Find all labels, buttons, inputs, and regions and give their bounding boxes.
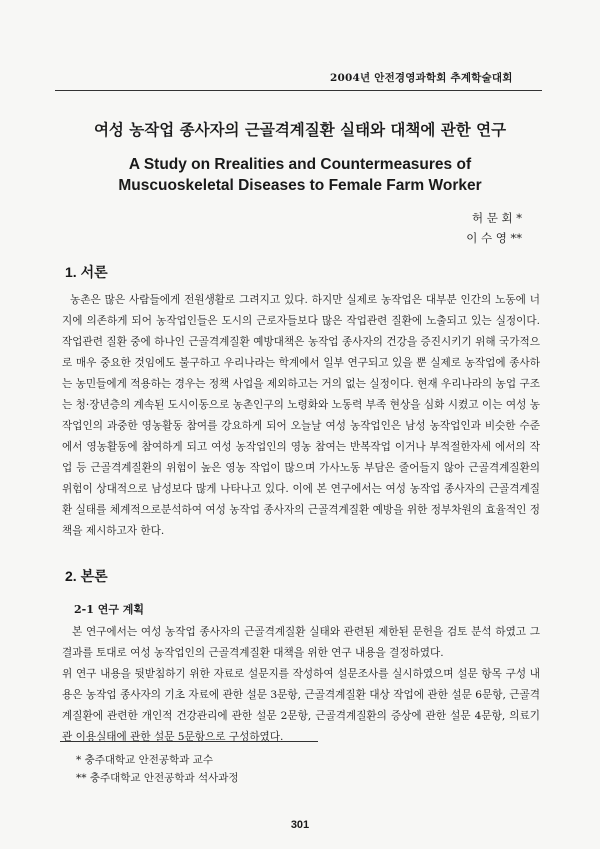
english-title xyxy=(0,154,600,196)
korean-title: 여성 농작업 종사자의 근골격계질환 실태와 대책에 관한 연구 xyxy=(93,120,507,139)
research-plan-subheading: 2-1 연구 계획 xyxy=(74,603,145,616)
intro-paragraph: 농촌은 많은 사람들에게 전원생활로 그려지고 있다. 하지만 실제로 농작업은 대부분 인간의 노동에 너지에 의존하게 되어 농작업인들은 도시의 근로자들보다 많은 작업관련 질환에 노출되고 있는 실정이다. 작업관련 질환 중에 하나인 근골격계질환 예방대책은 농작업 종사자의 건강을 증진시키기 위해 국가적으로 매우 중요한 것임에도 불구하고 우리나라는 학계에서 일부 연구되고 있을 뿐 실제로 농작업에 종사하는 농민들에게 적용하는 경우는 정책 사업을 제외하고는 거의 없는 실정이다. 현재 우리나라의 농업 구조는 청·장년층의 계속된 도시이동으로 농촌인구의 노령화와 노동력 부족 현상을 심화 시켰고 이는 여성 농작업인의 과중한 영농활동 참여를 강요하게 되어 오늘날 여성 농작업인은 남성 농작업인과 비슷한 수준에서 영농활동에 참여하게 되고 여성 농작업인의 영농 참여는 반복작업 이거나 부적절한자세 에서의 작업 등 근골격계질환의 위험이 높은 영농 작업이 많으며 가사노동 부담은 줄어들지 않아 근골격계질환의 위험이 상대적으로 남성보다 많게 나타나고 있다. 이에 본 연구에서는 여성 농작업 종사자의 근골격계질환 실태를 체계적으로분석하여 여성 농작업 종사자의 근골격계질환 예방을 위한 정부차원의 효율적인 정책을 제시하고자 한다. xyxy=(62,294,540,537)
header-rule xyxy=(55,90,542,91)
author-1: 허 문 회 * xyxy=(471,211,522,225)
author-2: 이 수 영 ** xyxy=(466,231,522,245)
main-heading: 2. 본론 xyxy=(65,568,108,584)
footnote-2: ** 충주대학교 안전공학과 석사과정 xyxy=(76,772,239,784)
footnote-1: * 충주대학교 안전공학과 교수 xyxy=(76,754,213,766)
author-list xyxy=(422,208,522,248)
footnote-rule xyxy=(60,741,318,742)
english-title-line-2: Muscuoskeletal Diseases to Female Farm Worker xyxy=(118,177,482,194)
english-title-line-1: A Study on Rrealities and Countermeasures of xyxy=(128,156,472,173)
research-plan-paragraph-2: 위 연구 내용을 뒷받침하기 위한 자료로 설문지를 작성하여 설문조사를 실시하였으며 설문 항목 구성 내용은 농작업 종사자의 기초 자료에 관한 설문 3문항, 근골격계질환 대상 작업에 관한 설문 6문항, 근골격계질환에 관련한 개인적 건강관리에 관한 설문 2문항, 근골격계질환의 증상에 관한 설문 4문항, 의료기관 이용실태에 관한 설문 5문항으로 구성하였다. xyxy=(62,668,540,743)
page-number: 301 xyxy=(290,819,310,831)
conference-header: 2004년 안전경영과학회 추계학술대회 xyxy=(330,72,513,84)
research-plan-paragraph-1: 본 연구에서는 여성 농작업 종사자의 근골격계질환 실태와 관련된 제한된 문헌을 검토 분석 하였고 그 결과를 토대로 여성 농작업인의 근골격계질환 대책을 위한 연구 내용을 결정하였다. xyxy=(62,626,540,659)
intro-heading: 1. 서론 xyxy=(65,264,108,280)
